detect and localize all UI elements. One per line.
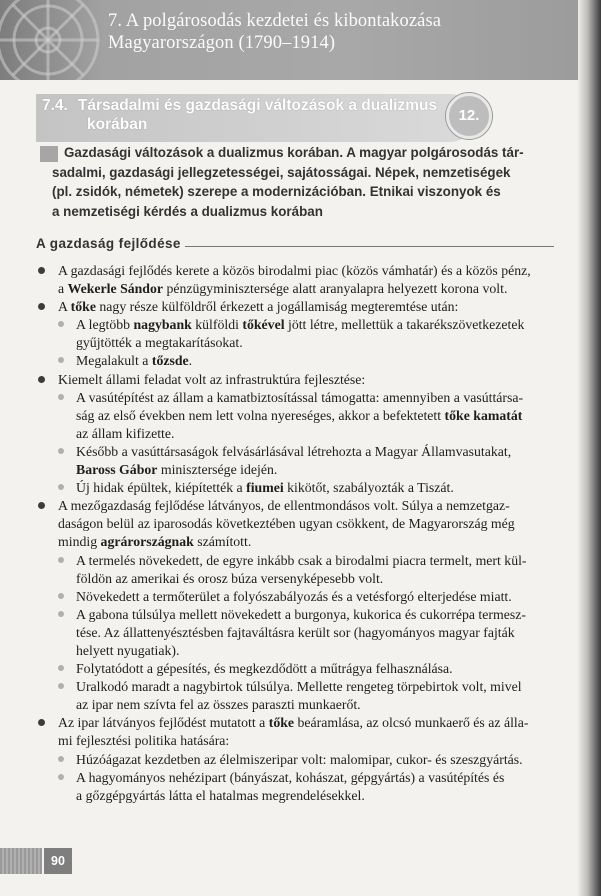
summary-text bbox=[52, 143, 548, 221]
sub-list-item-cont: helyett nyugatiak). bbox=[76, 642, 180, 658]
sub-list-item-cont: Baross Gábor minisztersége idején. bbox=[76, 462, 278, 478]
sub-list-item-cont: ság az első években nem lett volna nyereséges, akkor a befektetett tőke kamatát bbox=[76, 407, 523, 423]
section-title-line-1: Társadalmi és gazdasági változások a dualizmus bbox=[77, 97, 438, 114]
subheading bbox=[36, 236, 554, 251]
sub-bullet-icon bbox=[58, 683, 64, 689]
sub-bullet-icon bbox=[58, 357, 64, 363]
bullet-icon bbox=[38, 502, 45, 509]
sub-list-item: Húzóágazat kezdetben az élelmiszeripar volt: malomipar, cukor- és szeszgyártás. bbox=[38, 751, 558, 769]
sub-list-item: A vasútépítést az állam a kamatbiztosítással támogatta: amennyiben a vasúttársa- bbox=[38, 389, 558, 407]
summary-line-1: Gazdasági változások a dualizmus korában. A magyar polgárosodás tár- bbox=[64, 145, 524, 160]
section-title bbox=[42, 96, 442, 134]
sub-bullet-icon bbox=[58, 448, 64, 454]
list-item: A gazdasági fejlődés kerete a közös birodalmi piac (közös vámhatár) és a közös pénz, bbox=[38, 262, 558, 280]
bullet-icon bbox=[38, 376, 45, 383]
section-title-line-2: korában bbox=[87, 116, 148, 133]
sub-bullet-icon bbox=[58, 321, 64, 327]
sub-bullet-icon bbox=[58, 484, 64, 490]
exam-topic-badge: 12. bbox=[446, 93, 492, 139]
list-item: Az ipar látványos fejlődést mutatott a tőke beáramlása, az olcsó munkaerő és az álla- bbox=[38, 714, 558, 732]
chapter-title-line-1: 7. A polgárosodás kezdetei és kibontakozása bbox=[108, 11, 442, 31]
sub-list-item: Folytatódott a gépesítés, és megkezdődött a műtrágya felhasználása. bbox=[38, 660, 558, 678]
list-item: A tőke nagy része külföldről érkezett a jogállamiság megteremtése után: bbox=[38, 298, 558, 316]
list-item-cont: daságon belül az iparosodás következtében ugyan csökkent, de Magyarország még bbox=[58, 516, 515, 532]
sub-list-item-cont: gyűjtötték a megtakarításokat. bbox=[76, 335, 243, 351]
section-number: 7.4. bbox=[42, 97, 68, 114]
bullet-icon bbox=[38, 267, 45, 274]
bullet-icon bbox=[38, 303, 45, 310]
sub-list-item-cont: tése. Az állattenyésztésben fajtaváltásra került sor (hagyományos magyar fajták bbox=[76, 624, 515, 640]
page-number-strip bbox=[0, 848, 42, 874]
list-item: A mezőgazdaság fejlődése látványos, de ellentmondásos volt. Súlya a nemzetgaz- bbox=[38, 497, 558, 515]
sub-list-item: Növekedett a termőterület a folyószabályozás és a vetésforgó elterjedése miatt. bbox=[38, 588, 558, 606]
sub-list-item: A termelés növekedett, de egyre inkább csak a birodalmi piacra termelt, mert kül- bbox=[38, 552, 558, 570]
summary-marker bbox=[40, 146, 58, 162]
sub-list-item: A hagyományos nehézipart (bányászat, kohászat, gépgyártás) a vasútépítés és bbox=[38, 769, 558, 787]
sub-list-item: A gabona túlsúlya mellett növekedett a burgonya, kukorica és cukorrépa termesz- bbox=[38, 606, 558, 624]
list-item-cont: mindig agrárországnak számított. bbox=[58, 534, 252, 550]
sub-bullet-icon bbox=[58, 394, 64, 400]
chapter-title-line-2: Magyarországon (1790–1914) bbox=[108, 33, 336, 53]
summary-line-3: (pl. zsidók, németek) szerepe a modernizációban. Etnikai viszonyok és bbox=[52, 184, 501, 199]
summary-line-2: sadalmi, gazdasági jellegzetességei, sajátosságai. Népek, nemzetiségek bbox=[52, 164, 511, 180]
subheading-rule bbox=[185, 246, 554, 247]
sub-list-item: A legtöbb nagybank külföldi tőkével jött létre, mellettük a takarékszövetkezetek bbox=[38, 316, 558, 334]
page-spine-shadow bbox=[577, 0, 601, 896]
sub-list-item: Később a vasúttársaságok felvásárlásával létrehozta a Magyar Államvasutakat, bbox=[38, 443, 558, 461]
sub-bullet-icon bbox=[58, 756, 64, 762]
subheading-text: A gazdaság fejlődése bbox=[36, 236, 181, 251]
chapter-title bbox=[108, 10, 488, 54]
chapter-header bbox=[0, 0, 578, 80]
sub-bullet-icon bbox=[58, 665, 64, 671]
sub-bullet-icon bbox=[58, 611, 64, 617]
sub-list-item-cont: az ipar nem szívta fel az összes paraszti munkaerőt. bbox=[76, 697, 361, 713]
sub-list-item-cont: földön az amerikai és orosz búza versenyképesebb volt. bbox=[76, 570, 384, 586]
list-item: Kiemelt állami feladat volt az infrastruktúra fejlesztése: bbox=[38, 371, 558, 389]
list-item-cont: mi fejlesztési politika hatására: bbox=[58, 733, 230, 749]
sub-list-item-cont: a gőzgépgyártás látta el hatalmas megrendelésekkel. bbox=[76, 787, 365, 803]
sub-list-item: Uralkodó maradt a nagybirtok túlsúlya. Mellette rengeteg törpebirtok volt, mivel bbox=[38, 678, 558, 696]
summary-line-4: a nemzetiségi kérdés a dualizmus korában bbox=[52, 203, 323, 219]
body-text bbox=[38, 262, 558, 805]
sub-bullet-icon bbox=[58, 593, 64, 599]
page-number: 90 bbox=[44, 848, 72, 874]
bullet-icon bbox=[38, 719, 45, 726]
sub-bullet-icon bbox=[58, 557, 64, 563]
sub-bullet-icon bbox=[58, 774, 64, 780]
sub-list-item: Új hidak épültek, kiépítették a fiumei kikötőt, szabályozták a Tiszát. bbox=[38, 479, 558, 497]
sub-list-item-cont: az állam kifizette. bbox=[76, 425, 175, 441]
sub-list-item: Megalakult a tőzsde. bbox=[38, 352, 558, 370]
list-item-cont: a Wekerle Sándor pénzügyminisztersége alatt aranyalapra helyezett korona volt. bbox=[58, 281, 508, 297]
